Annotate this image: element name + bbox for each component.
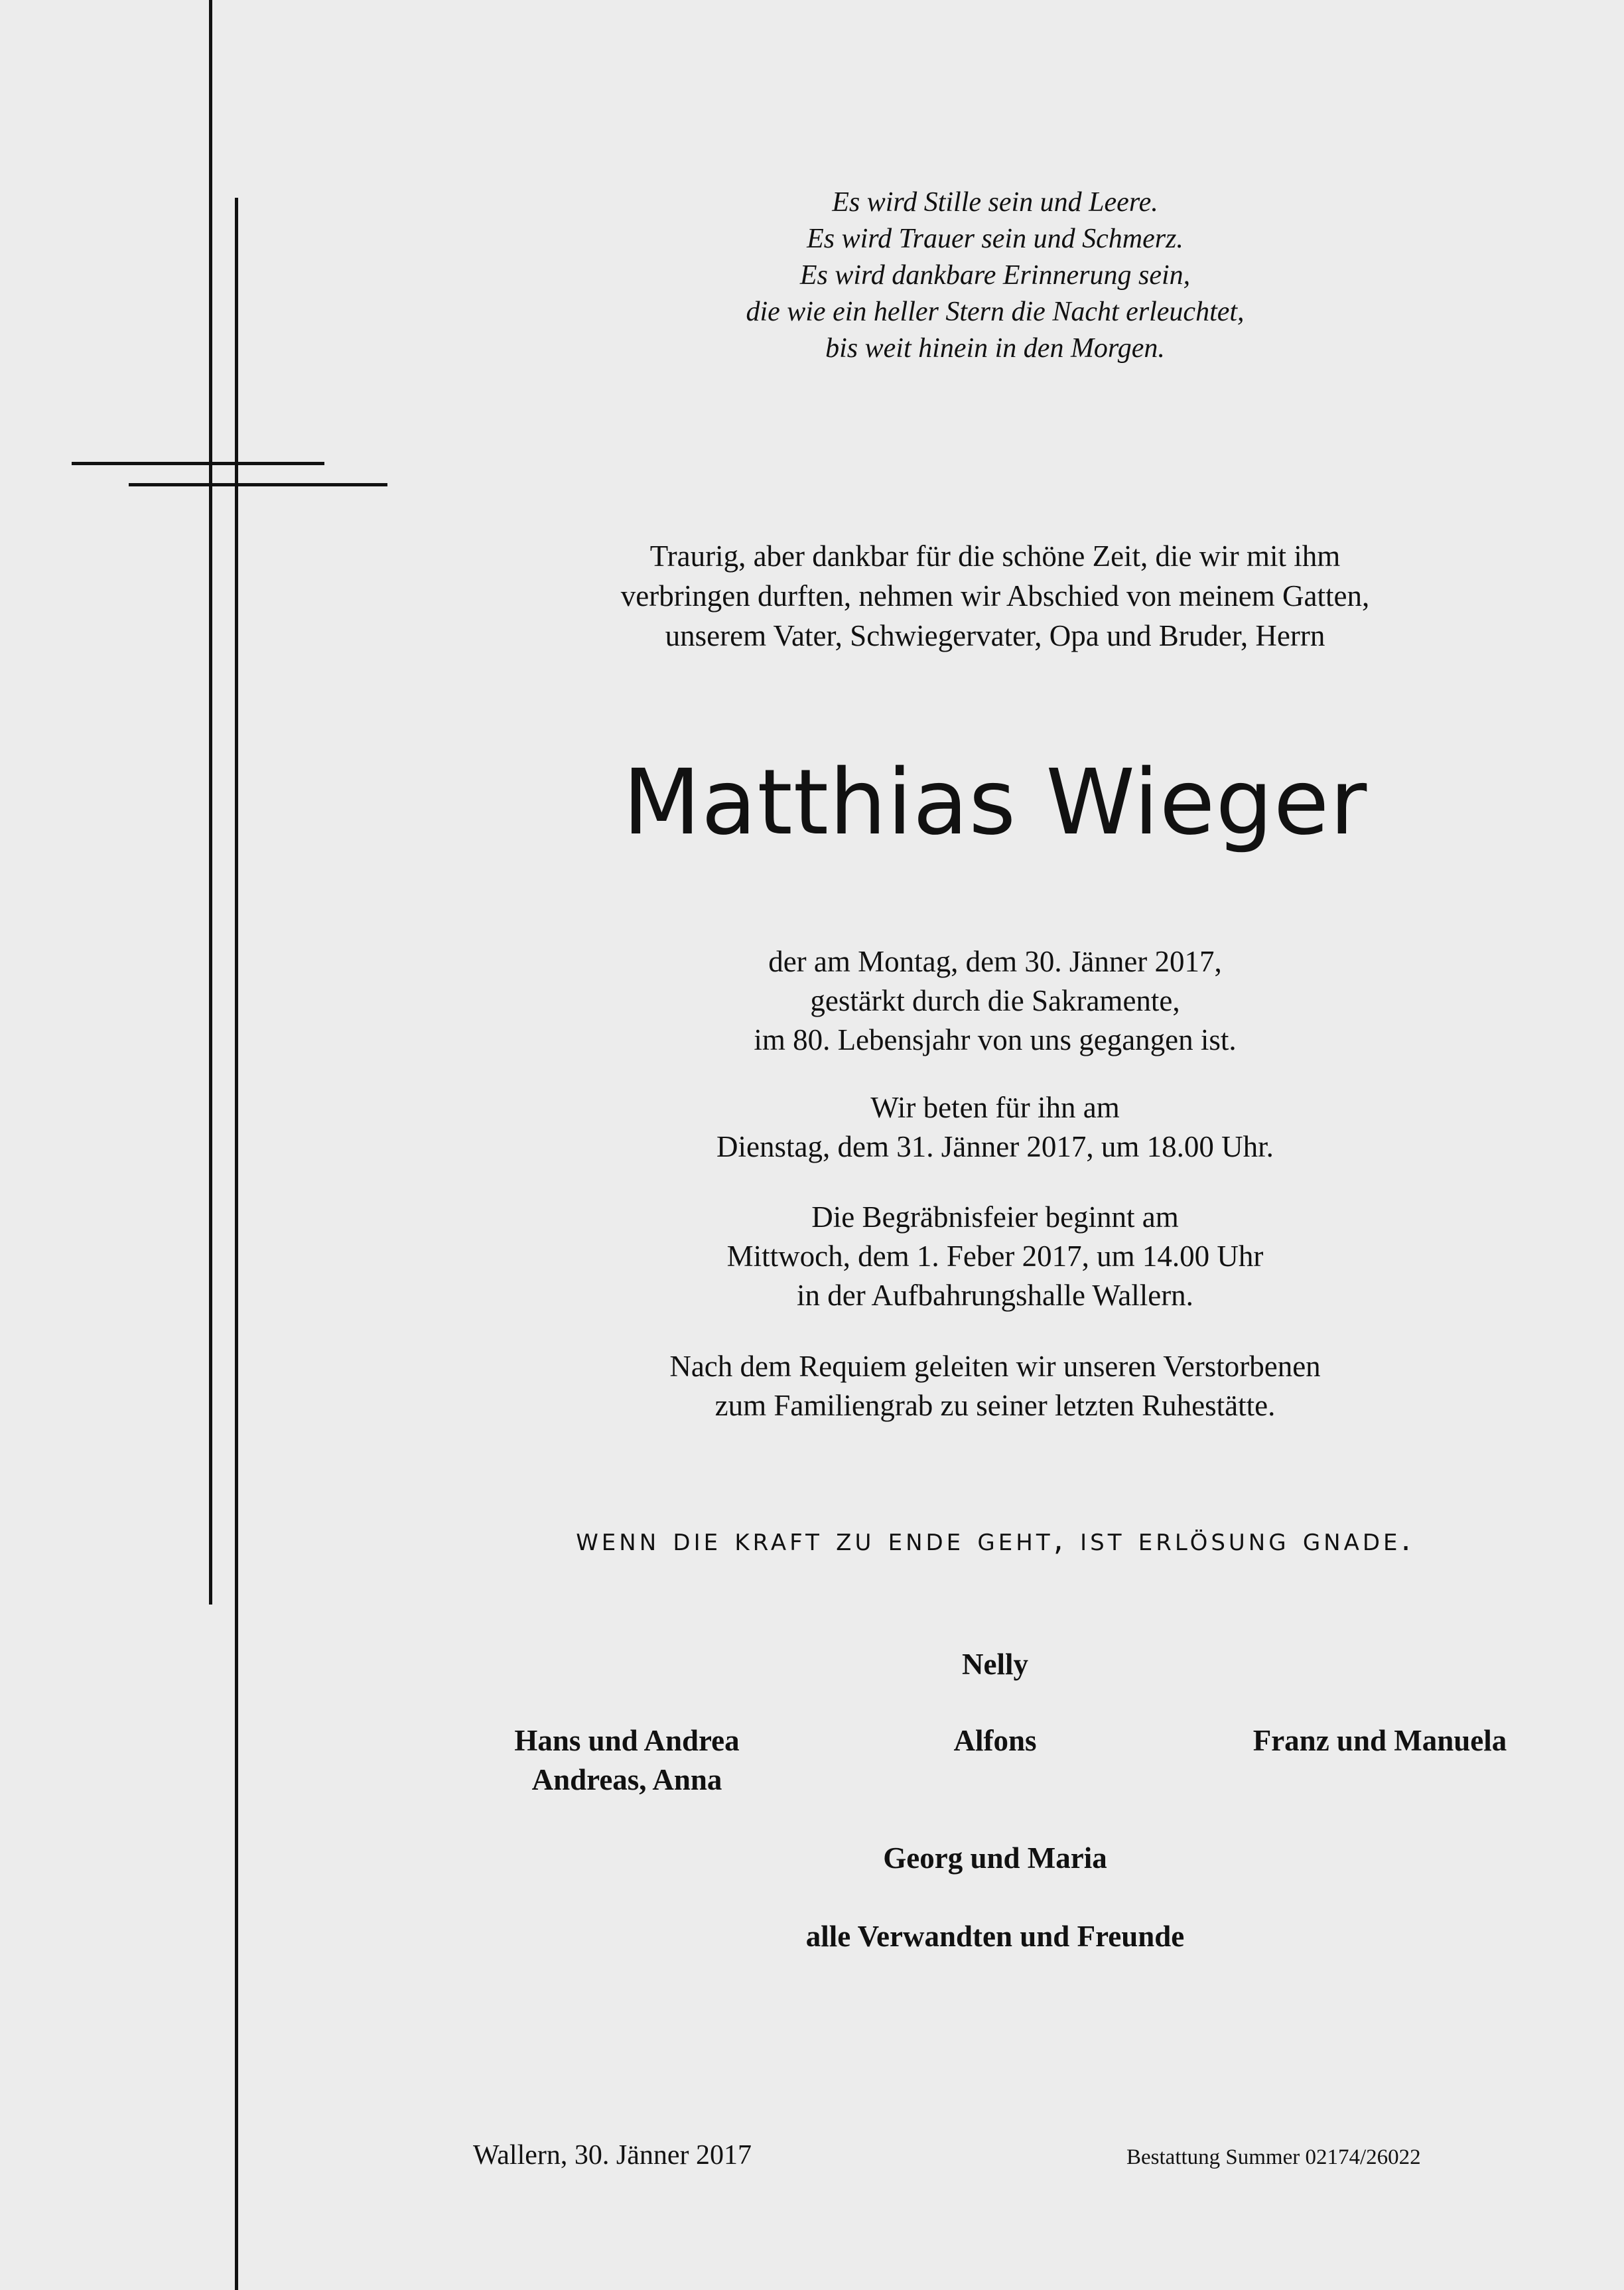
cross-lower-horizontal <box>129 483 387 486</box>
poem-line: Es wird Stille sein und Leere. <box>832 187 1158 218</box>
cross-upper-horizontal <box>72 462 324 465</box>
poem <box>584 184 1406 367</box>
family-right: Franz und Manuela <box>1252 1724 1507 1757</box>
poem-line: Es wird dankbare Erinnerung sein, <box>799 260 1191 291</box>
family-left-line1: Hans und Andrea <box>514 1724 740 1757</box>
death-info-line: im 80. Lebensjahr von uns gegangen ist. <box>754 1023 1237 1056</box>
family-left-line2: Andreas, Anna <box>531 1763 722 1796</box>
funeral-info-line: in der Aufbahrungshalle Wallern. <box>797 1279 1193 1312</box>
funeral-info-line: Die Begräbnisfeier beginnt am <box>811 1200 1179 1234</box>
requiem-info <box>464 1347 1526 1425</box>
funeral-info-line: Mittwoch, dem 1. Feber 2017, um 14.00 Uhr <box>726 1240 1264 1273</box>
intro-line: Traurig, aber dankbar für die schöne Zeit, die wir mit ihm <box>649 539 1341 573</box>
intro-line: unserem Vater, Schwiegervater, Opa und Bruder, Herrn <box>665 619 1325 652</box>
prayer-info-line: Dienstag, dem 31. Jänner 2017, um 18.00 Uhr. <box>716 1130 1274 1163</box>
cross-left-vertical <box>209 0 212 1605</box>
requiem-info-line: Nach dem Requiem geleiten wir unseren Verstorbenen <box>669 1350 1321 1383</box>
family-center: Alfons <box>953 1724 1037 1757</box>
poem-line: Es wird Trauer sein und Schmerz. <box>807 224 1184 254</box>
family-below: Georg und Maria <box>883 1841 1107 1875</box>
motto: wenn die kraft zu ende geht, ist erlösung gnade. <box>576 1521 1414 1558</box>
intro-line: verbringen durften, nehmen wir Abschied von meinem Gatten, <box>620 579 1370 612</box>
footer-undertaker: Bestattung Summer 02174/26022 <box>1126 2145 1421 2169</box>
prayer-info-line: Wir beten für ihn am <box>870 1091 1120 1124</box>
family-wife: Nelly <box>962 1648 1028 1681</box>
cross-right-vertical <box>235 198 238 2290</box>
death-info-line: gestärkt durch die Sakramente, <box>810 984 1180 1017</box>
funeral-info <box>464 1198 1526 1315</box>
poem-line: die wie ein heller Stern die Nacht erleuchtet, <box>746 297 1245 327</box>
footer-place-date: Wallern, 30. Jänner 2017 <box>473 2140 752 2171</box>
requiem-info-line: zum Familiengrab zu seiner letzten Ruhestätte. <box>714 1389 1276 1422</box>
death-info <box>464 942 1526 1060</box>
intro-text <box>464 536 1526 656</box>
prayer-info <box>464 1088 1526 1167</box>
death-info-line: der am Montag, dem 30. Jänner 2017, <box>768 945 1222 978</box>
family-all: alle Verwandten und Freunde <box>805 1920 1185 1953</box>
poem-line: bis weit hinein in den Morgen. <box>825 333 1165 364</box>
deceased-name: Matthias Wieger <box>622 751 1368 855</box>
